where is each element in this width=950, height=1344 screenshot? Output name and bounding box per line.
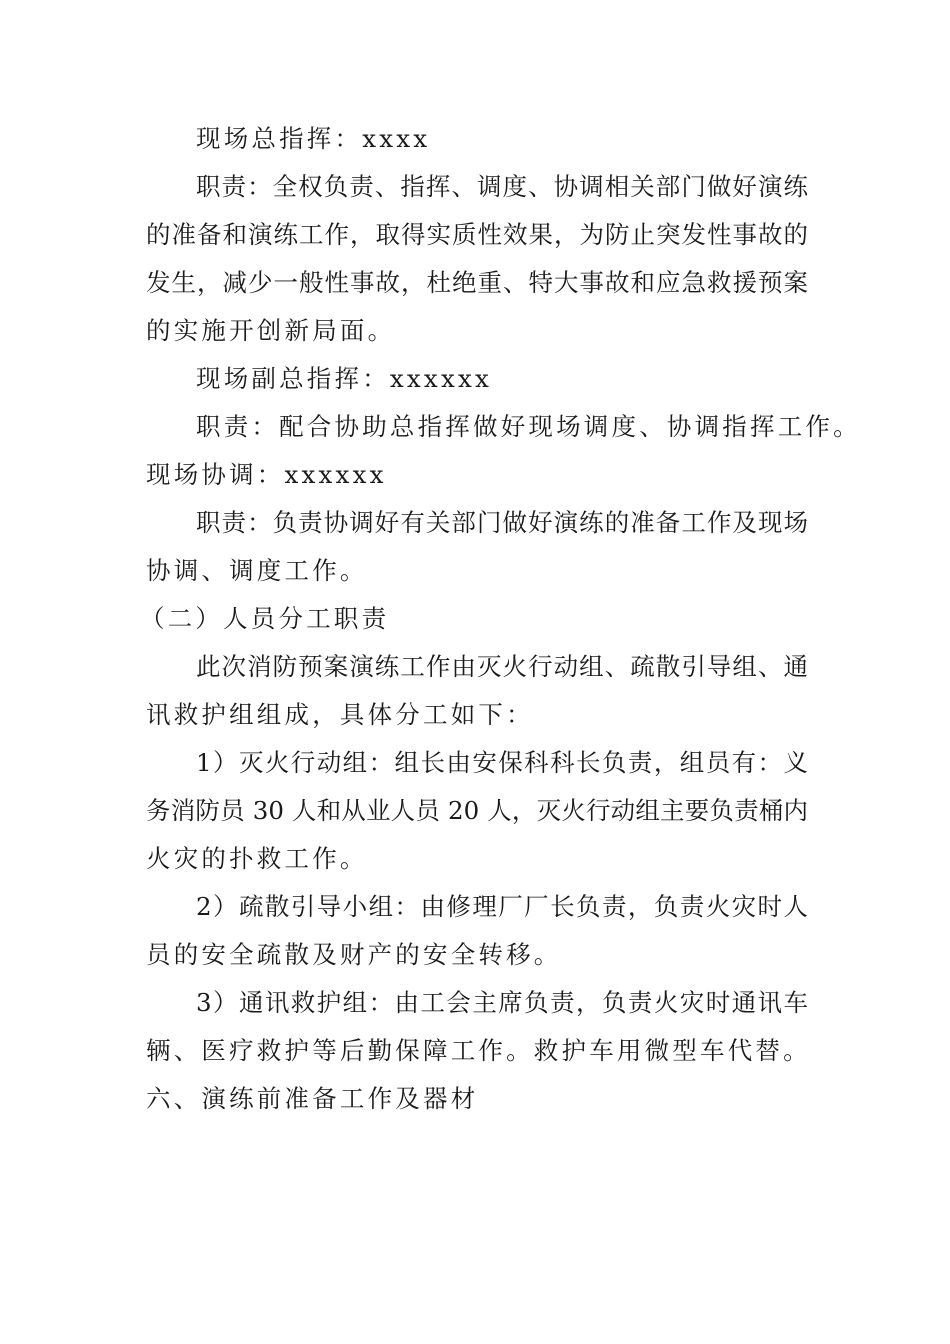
coordinator-duty-line-2: 协调、调度工作。: [146, 556, 368, 585]
section-heading-6: 六、演练前准备工作及器材: [146, 1084, 479, 1113]
fire-team-line-1: 1）灭火行动组：组长由安保科科长负责，组员有：义: [196, 748, 808, 777]
evacuation-team-line-1: 2）疏散引导小组：由修理厂厂长负责，负责火灾时人: [196, 892, 808, 921]
commander-duty-line-1: 职责：全权负责、指挥、调度、协调相关部门做好演练: [196, 172, 808, 201]
coordinator-duty-line-1: 职责：负责协调好有关部门做好演练的准备工作及现场: [196, 508, 808, 537]
intro-line-2: 讯救护组组成，具体分工如下：: [146, 700, 534, 729]
commander-duty-line-4: 的实施开创新局面。: [146, 316, 396, 345]
rescue-team-line-2: 辆、医疗救护等后勤保障工作。救护车用微型车代替。: [146, 1036, 811, 1065]
intro-line-1: 此次消防预案演练工作由灭火行动组、疏散引导组、通: [196, 652, 808, 681]
commander-duty-line-2: 的准备和演练工作，取得实质性效果，为防止突发性事故的: [146, 220, 808, 249]
commander-title: 现场总指挥：xxxx: [196, 124, 431, 153]
section-heading-2: （二）人员分工职责: [140, 604, 390, 633]
commander-duty-line-3: 发生，减少一般性事故，杜绝重、特大事故和应急救援预案: [146, 268, 808, 297]
evacuation-team-line-2: 员的安全疏散及财产的安全转移。: [146, 940, 562, 969]
rescue-team-line-1: 3）通讯救护组：由工会主席负责，负责火灾时通讯车: [196, 988, 808, 1017]
deputy-commander-duty: 职责：配合协助总指挥做好现场调度、协调指挥工作。: [196, 412, 861, 441]
coordinator-title: 现场协调：xxxxxx: [146, 460, 387, 489]
deputy-commander-title: 现场副总指挥：xxxxxx: [196, 364, 493, 393]
fire-team-line-3: 火灾的扑救工作。: [146, 844, 368, 873]
fire-team-line-2: 务消防员 30 人和从业人员 20 人，灭火行动组主要负责桶内: [146, 796, 808, 825]
